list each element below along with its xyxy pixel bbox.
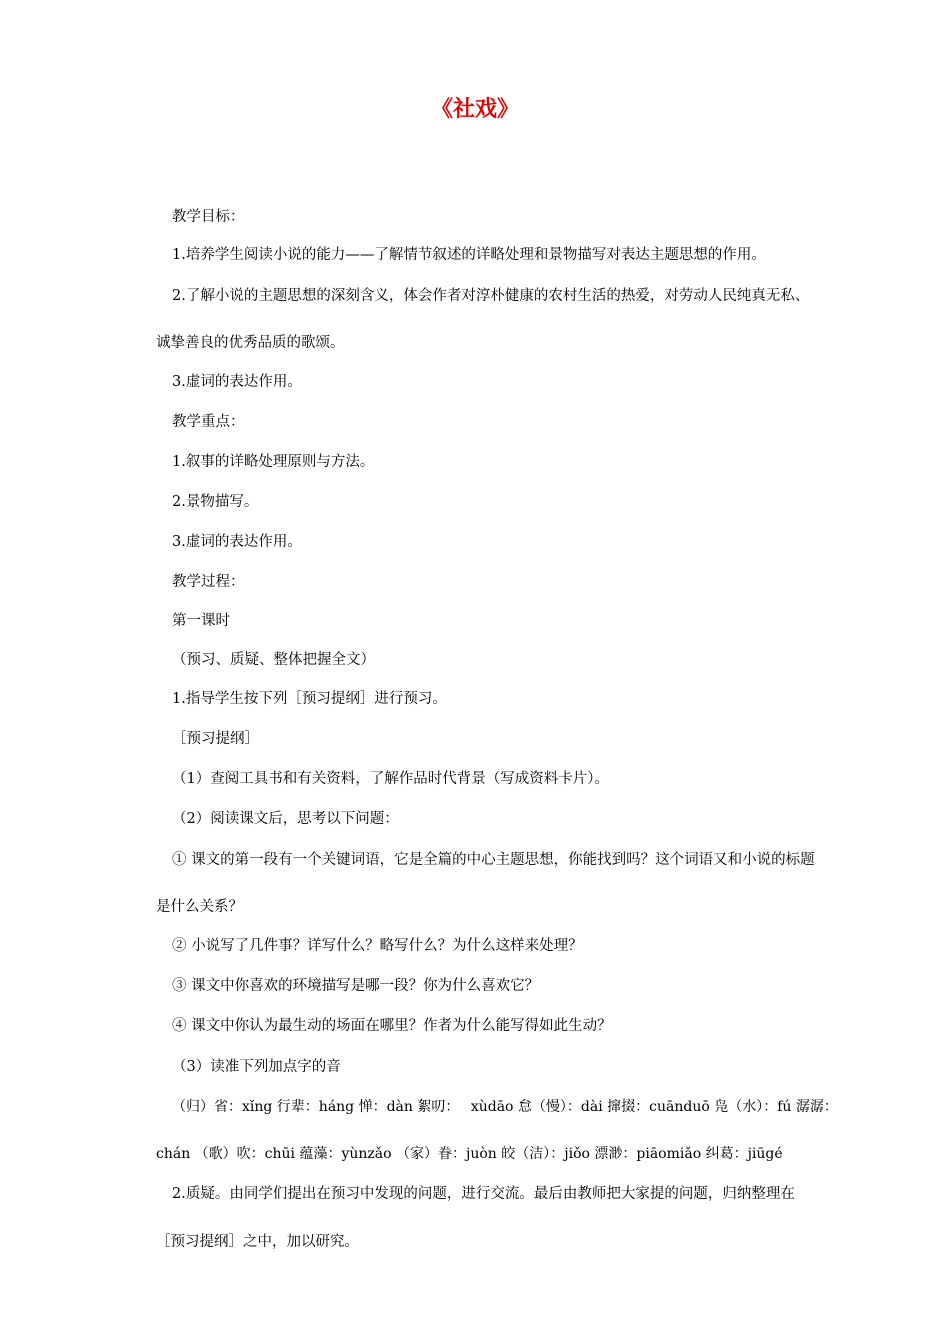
paragraph-line: ② 小说写了几件事？详写什么？略写什么？为什么这样来处理？	[172, 938, 583, 954]
paragraph-line: 2.景物描写。	[172, 494, 259, 510]
paragraph-line: ④ 课文中你认为最生动的场面在哪里？作者为什么能写得如此生动？	[172, 1018, 612, 1034]
paragraph-line: 1.叙事的详略处理原则与方法。	[172, 454, 375, 470]
heading-objectives: 教学目标：	[172, 209, 245, 225]
paragraph-line: （1）查阅工具书和有关资料，了解作品时代背景（写成资料卡片）。	[172, 771, 609, 787]
heading-key-points: 教学重点：	[172, 414, 245, 430]
paragraph-line: 3.虚词的表达作用。	[172, 534, 302, 550]
paragraph-line: ［预习提纲］	[172, 731, 259, 747]
paragraph-line: 1.指导学生按下列［预习提纲］进行预习。	[172, 691, 447, 707]
paragraph-line: 2.质疑。由同学们提出在预习中发现的问题，进行交流。最后由教师把大家提的问题，归纳整理在	[172, 1186, 795, 1202]
heading-process: 教学过程：	[172, 574, 245, 590]
paragraph-line: 诚挚善良的优秀品质的歌颂。	[156, 335, 345, 351]
document-title: 《社戏》	[430, 96, 519, 122]
paragraph-line: 第一课时	[172, 613, 230, 629]
paragraph-line: 1.培养学生阅读小说的能力——了解情节叙述的详略处理和景物描写对表达主题思想的作用。	[172, 247, 766, 263]
paragraph-line: （2）阅读课文后，思考以下问题：	[172, 811, 399, 827]
paragraph-line: 2.了解小说的主题思想的深刻含义，体会作者对淳朴健康的农村生活的热爱，对劳动人民纯真无私、	[172, 288, 810, 304]
pinyin-line: （归）省：xǐng 行辈：háng 惮：dàn 絮叨： xùdāo 怠（慢）：dài 撺掇：cuānduō 凫（水）：fú 潺潺：	[172, 1099, 838, 1115]
paragraph-line: 3.虚词的表达作用。	[172, 374, 302, 390]
paragraph-line: ③ 课文中你喜欢的环境描写是哪一段？你为什么喜欢它？	[172, 978, 540, 994]
paragraph-line: 是什么关系？	[156, 899, 243, 915]
paragraph-line: ① 课文的第一段有一个关键词语，它是全篇的中心主题思想，你能找到吗？这个词语又和小说的标题	[172, 852, 815, 868]
paragraph-line: （3）读准下列加点字的音	[172, 1059, 341, 1075]
paragraph-line: （预习、质疑、整体把握全文）	[172, 652, 375, 668]
paragraph-line: ［预习提纲］之中，加以研究。	[156, 1234, 359, 1250]
pinyin-line: chán （歌）吹：chūi 蕴藻：yùnzǎo （家）眷：juòn 皎（洁）：jiǒo 漂渺：piāomiǎo 纠葛：jiūgé	[156, 1146, 783, 1162]
